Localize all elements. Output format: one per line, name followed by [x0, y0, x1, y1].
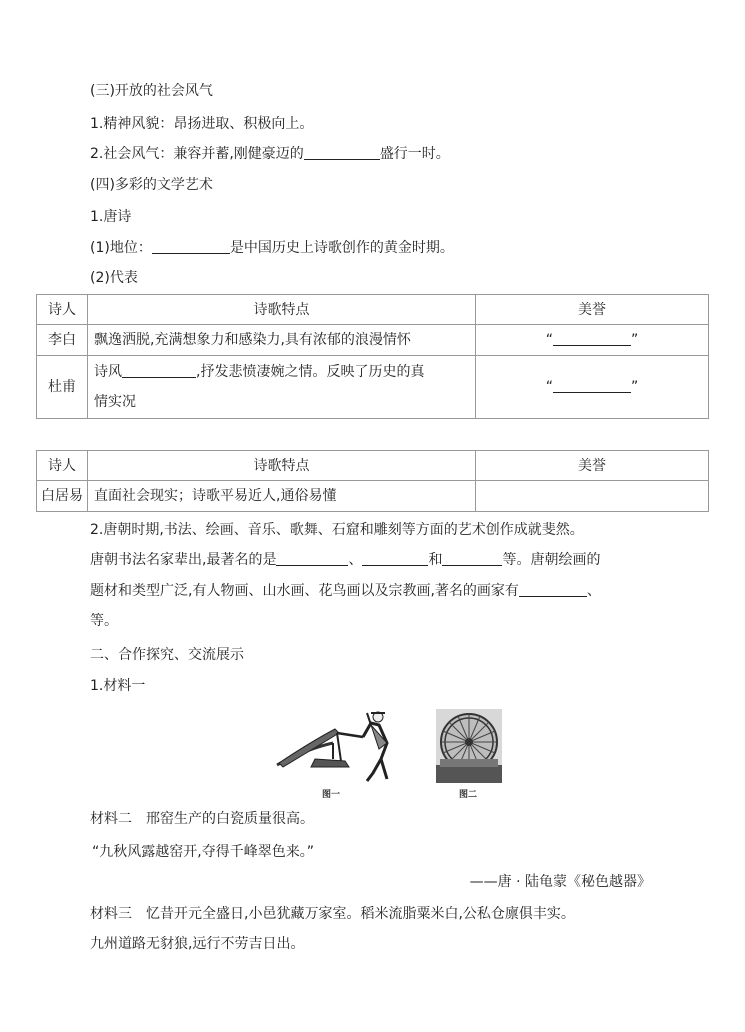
- art-line-1: 2.唐朝时期,书法、绘画、音乐、歌舞、石窟和雕刻等方面的艺术创作成就斐然。: [90, 522, 584, 538]
- art-line-2: 唐朝书法名家辈出,最著名的是 、 和 等。唐朝绘画的: [90, 552, 601, 568]
- material1-label: 1.材料一: [90, 678, 146, 694]
- art-line-4: 等。: [90, 613, 118, 629]
- header-feature: 诗歌特点: [88, 451, 476, 481]
- quote-source: ——唐 · 陆龟蒙《秘色越器》: [469, 874, 651, 890]
- section3-item2: 2.社会风气：兼容并蓄,刚健豪迈的 盛行一时。: [90, 146, 450, 162]
- header-feature: 诗歌特点: [88, 295, 476, 325]
- section3-heading: (三)开放的社会风气: [90, 83, 213, 99]
- poem-feature: 直面社会现实；诗歌平易近人,通俗易懂: [88, 481, 476, 512]
- answer-blank: [152, 239, 230, 254]
- poet-name: 杜甫: [37, 356, 88, 419]
- header-honor: 美誉: [476, 451, 709, 481]
- table-header-row: [37, 451, 709, 481]
- answer-blank: [362, 551, 428, 566]
- table-row: [37, 481, 709, 512]
- table-header-row: [37, 295, 709, 325]
- header-honor: 美誉: [476, 295, 709, 325]
- material3: 材料三 忆昔开元全盛日,小邑犹藏万家室。稻米流脂粟米白,公私仓廪俱丰实。: [90, 906, 575, 922]
- answer-blank: [553, 378, 631, 393]
- poetry-status: (1)地位： 是中国历史上诗歌创作的黄金时期。: [90, 240, 454, 256]
- poet-table-1: [36, 294, 709, 419]
- waterwheel-figure: [436, 709, 502, 783]
- tang-poetry-heading: 1.唐诗: [90, 209, 132, 225]
- poet-honor: “ ”: [476, 356, 709, 419]
- answer-blank: [553, 331, 631, 346]
- poet-name: 李白: [37, 325, 88, 356]
- figure2-caption: 图二: [459, 790, 478, 800]
- representatives-heading: (2)代表: [90, 270, 138, 286]
- answer-blank: [276, 551, 348, 566]
- poet-honor: [476, 481, 709, 512]
- poem-feature: 飘逸洒脱,充满想象力和感染力,具有浓郁的浪漫情怀: [88, 325, 476, 356]
- material3-line2: 九州道路无豺狼,远行不劳吉日出。: [90, 936, 305, 952]
- poem-feature: 诗风 ,抒发悲愤凄婉之情。反映了历史的真 情实况: [88, 356, 476, 419]
- answer-blank: [304, 145, 380, 160]
- header-poet: 诗人: [37, 295, 88, 325]
- material2: 材料二 邢窑生产的白瓷质量很高。: [90, 811, 314, 827]
- art-line-3: 题材和类型广泛,有人物画、山水画、花鸟画以及宗教画,著名的画家有 、: [90, 583, 601, 599]
- table-row: [37, 356, 709, 419]
- answer-blank: [122, 363, 196, 378]
- header-poet: 诗人: [37, 451, 88, 481]
- figure1-caption: 图一: [322, 790, 341, 800]
- answer-blank: [442, 551, 502, 566]
- answer-blank: [519, 582, 587, 597]
- plow-farmer-figure: [275, 703, 397, 783]
- material2-quote: “九秋风露越窑开,夺得千峰翠色来。”: [92, 844, 314, 860]
- part2-heading: 二、合作探究、交流展示: [90, 647, 244, 663]
- section3-item1: 1.精神风貌：昂扬进取、积极向上。: [90, 116, 314, 132]
- section4-heading: (四)多彩的文学艺术: [90, 177, 213, 193]
- table-row: [37, 325, 709, 356]
- poet-honor: “ ”: [476, 325, 709, 356]
- poet-name: 白居易: [37, 481, 88, 512]
- poet-table-2: [36, 450, 709, 512]
